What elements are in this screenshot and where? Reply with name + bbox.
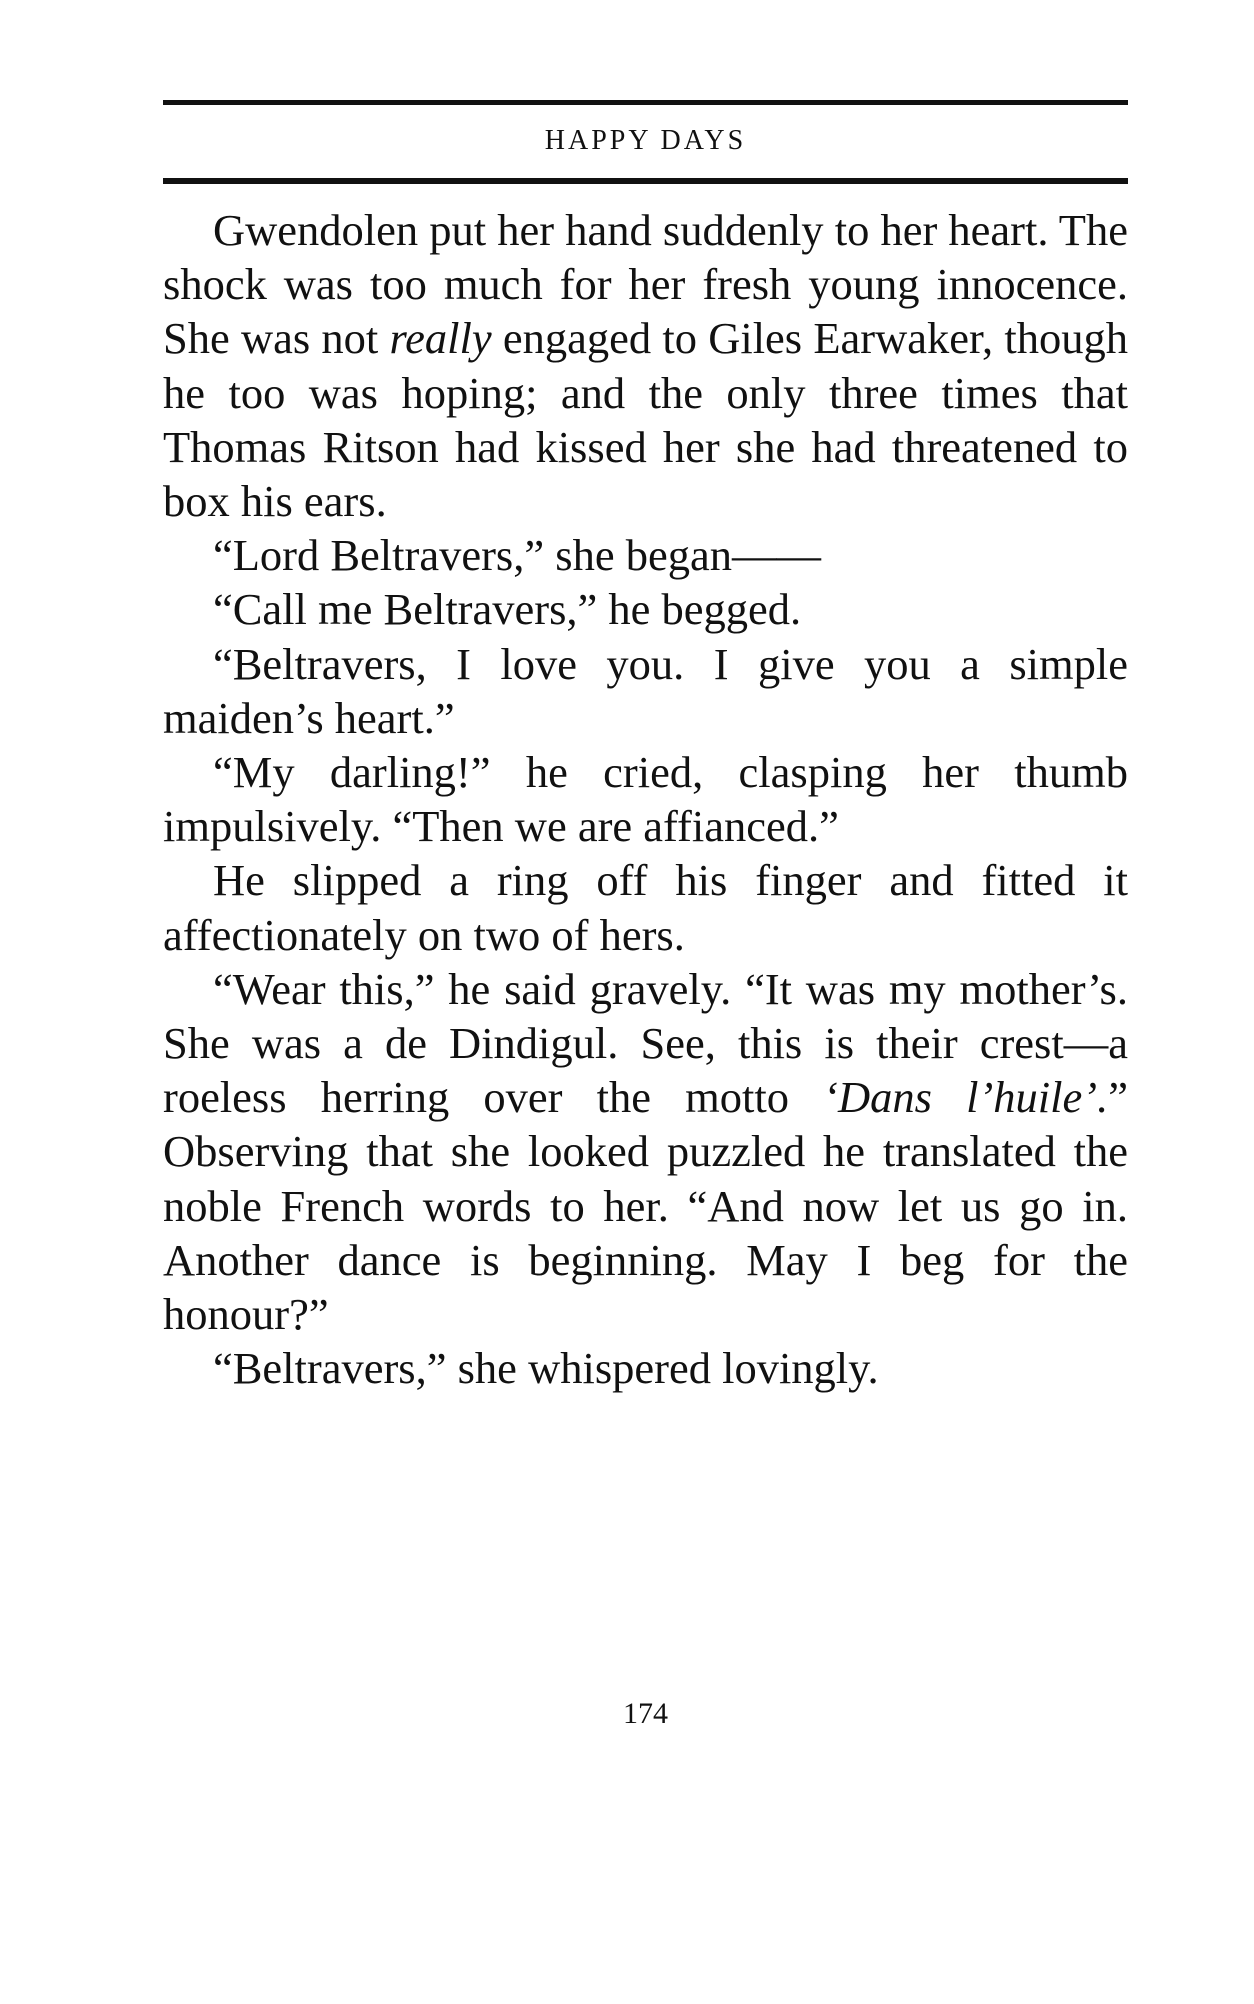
- paragraph: [163, 203, 1128, 528]
- header-rule-top: [163, 100, 1128, 105]
- paragraph-text: “Wear this,” he said gravely. “It was my mother’s. She was a de Dindigul. See, this is their crest—a roeless herring over the motto: [163, 963, 1128, 1123]
- paragraph: “Lord Beltravers,” she began——: [213, 530, 821, 581]
- paragraph-text: engaged to Giles Earwaker, though he too was hoping; and the only three times that Thomas Ritson had kissed her she had threatened to box his ears.: [163, 313, 1128, 527]
- paragraph: He slipped a ring off his finger and fitted it affectionately on two of hers.: [163, 855, 1128, 960]
- running-title: HAPPY DAYS: [544, 125, 747, 156]
- emphasis-text: ‘Dans l’huile’.: [823, 1072, 1109, 1123]
- paragraph: “Call me Beltravers,” he begged.: [213, 584, 802, 635]
- paragraph: [163, 962, 1128, 1341]
- paragraph: “Beltravers, I love you. I give you a simple maiden’s heart.”: [163, 638, 1128, 743]
- paragraph-text: Gwendolen put her hand suddenly to her heart. The shock was too much for her fresh young innocence. She was not: [163, 205, 1128, 364]
- paragraph: “My darling!” he cried, clasping her thumb impulsively. “Then we are affianced.”: [163, 747, 1128, 852]
- paragraph: “Beltravers,” she whispered lovingly.: [213, 1343, 879, 1394]
- header-rule-bottom: [163, 178, 1128, 184]
- body-text: [163, 203, 1128, 1395]
- paragraph-text: ” Observing that she looked puzzled he translated the noble French words to her. “And now let us go in. Another dance is beginning. May I beg for the honour?”: [163, 1072, 1128, 1340]
- emphasis-text: really: [389, 313, 492, 364]
- page-number: 174: [623, 1697, 668, 1730]
